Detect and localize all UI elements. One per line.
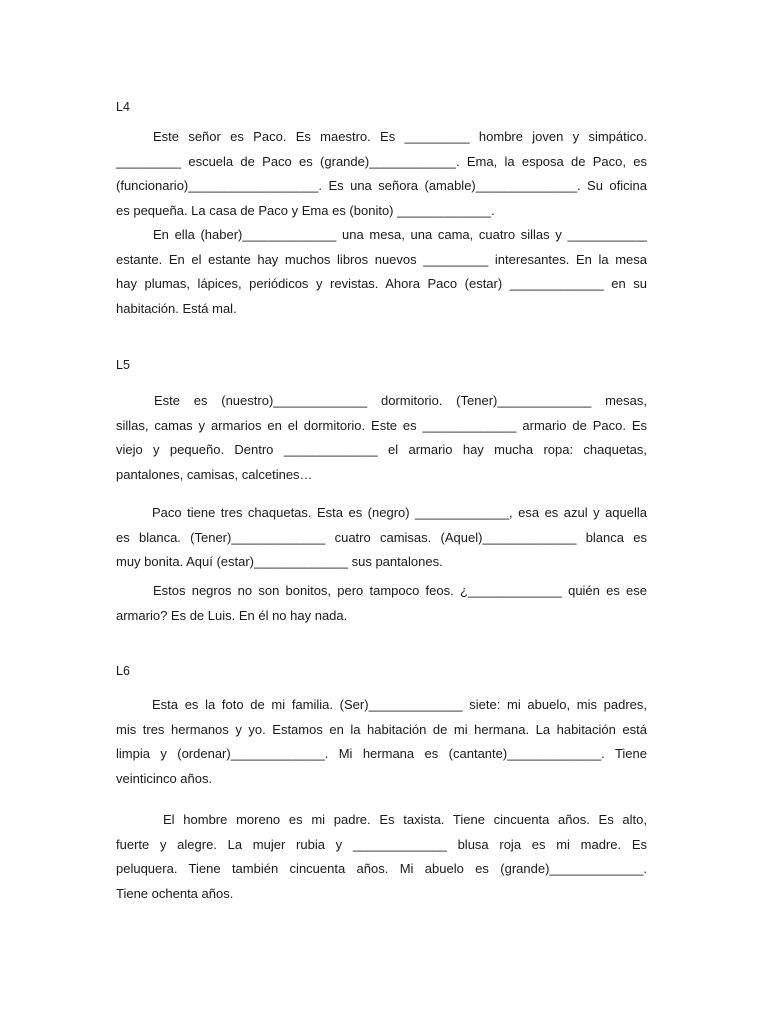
text-line: Paco tiene tres chaquetas. Esta es (negro) _____________, esa es azul y aquella: [152, 505, 647, 520]
text-line: fuerte y alegre. La mujer rubia y _____________ blusa roja es mi madre. Es: [116, 836, 647, 852]
text-line: (funcionario)__________________. Es una señora (amable)______________. Su oficina: [116, 178, 647, 193]
text-line: En ella (haber)_____________ una mesa, una cama, cuatro sillas y ___________: [153, 227, 647, 242]
text-line: hay plumas, lápices, periódicos y revistas. Ahora Paco (estar) _____________ en su: [116, 276, 647, 291]
text-line: Esta es la foto de mi familia. (Ser)_____________ siete: mi abuelo, mis padres,: [152, 697, 647, 712]
text-line: Tiene ochenta años.: [116, 885, 234, 901]
text-line: armario? Es de Luis. En él no hay nada.: [116, 607, 348, 623]
text-line: muy bonita. Aquí (estar)_____________ sus pantalones.: [116, 554, 443, 569]
paragraph-l4-2: [116, 223, 647, 321]
text-line: es pequeña. La casa de Paco y Ema es (bonito) _____________.: [116, 202, 495, 218]
text-line: Este es (nuestro)_____________ dormitorio. (Tener)_____________ mesas,: [154, 393, 647, 408]
text-line: Estos negros no son bonitos, pero tampoco feos. ¿_____________ quién es ese: [153, 583, 647, 598]
paragraph-l5-2: [116, 501, 647, 575]
text-line: estante. En el estante hay muchos libros nuevos _________ interesantes. En la mesa: [116, 251, 647, 267]
text-line: sillas, camas y armarios en el dormitorio. Este es _____________ armario de Paco. Es: [116, 417, 647, 433]
paragraph-l6-2: [116, 808, 647, 906]
paragraph-l4-1: [116, 125, 647, 223]
text-line: veinticinco años.: [116, 770, 213, 786]
text-line: peluquera. Tiene también cincuenta años. Mi abuelo es (grande)_____________.: [116, 861, 647, 876]
text-line: _________ escuela de Paco es (grande)____________. Ema, la esposa de Paco, es: [116, 153, 647, 169]
text-line: habitación. Está mal.: [116, 300, 237, 316]
text-line: viejo y pequeño. Dentro _____________ el armario hay mucha ropa: chaquetas,: [116, 442, 647, 457]
paragraph-l5-1: [116, 389, 647, 487]
text-line: limpia y (ordenar)_____________. Mi hermana es (cantante)_____________. Tiene: [116, 746, 647, 761]
text-line: es blanca. (Tener)_____________ cuatro camisas. (Aquel)_____________ blanca es: [116, 529, 647, 545]
section-heading-l5: L5: [116, 358, 130, 372]
section-heading-l6: L6: [116, 664, 130, 678]
paragraph-l5-3: [116, 579, 647, 628]
text-line: mis tres hermanos y yo. Estamos en la habitación de mi hermana. La habitación está: [116, 721, 647, 737]
text-line: Este señor es Paco. Es maestro. Es _________ hombre joven y simpático.: [153, 129, 647, 144]
section-heading-l4: L4: [116, 100, 130, 114]
text-line: El hombre moreno es mi padre. Es taxista. Tiene cincuenta años. Es alto,: [163, 812, 647, 827]
paragraph-l6-1: [116, 693, 647, 791]
text-line: pantalones, camisas, calcetines…: [116, 466, 313, 482]
